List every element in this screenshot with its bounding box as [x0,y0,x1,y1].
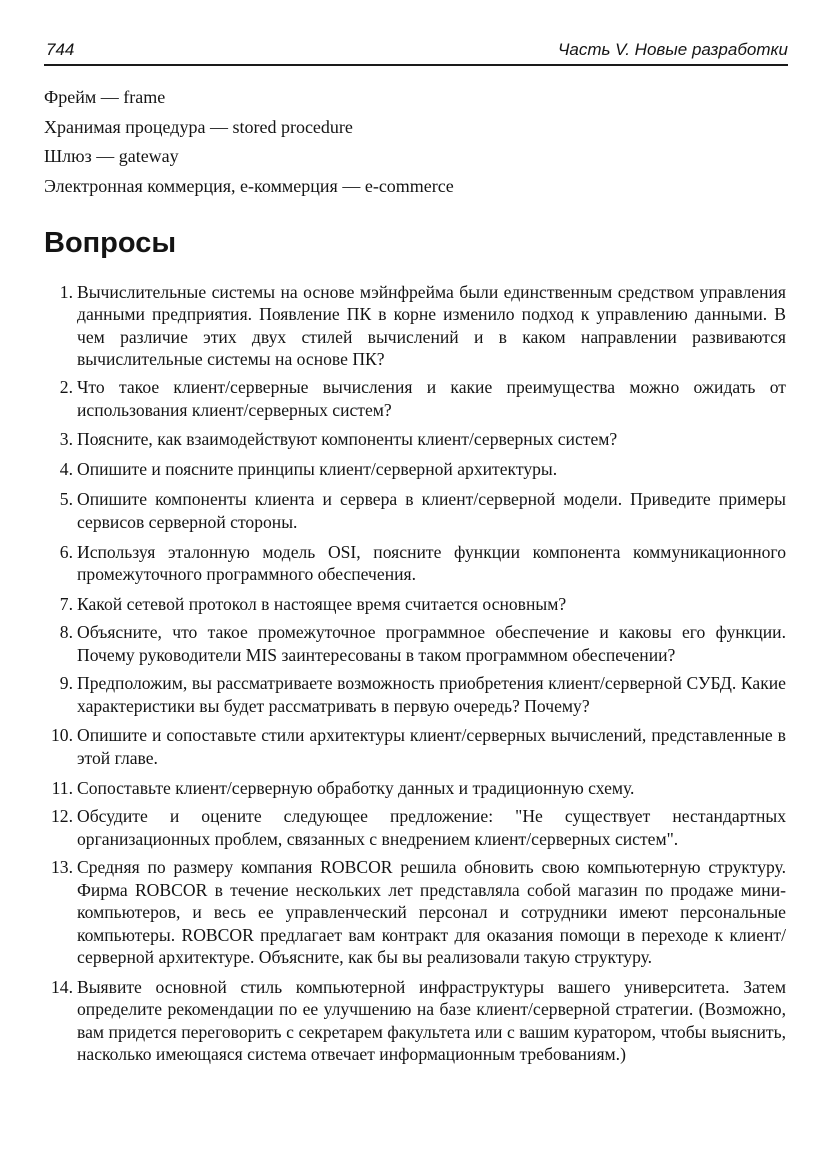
question-number: 7. [59,593,73,614]
glossary-list [44,84,804,202]
glossary-term: Хранимая процедура — stored procedure [44,116,353,137]
question-item [40,593,786,615]
section-title: Вопросы [44,227,177,259]
question-item [40,428,786,450]
question-item [40,777,786,799]
question-text: Обсудите и оцените следующее предложение: "Не существует нестандартных организационных проблем, связанных с внедрением клиент/серверных систем". [77,806,786,849]
page-header [44,38,788,66]
question-number: 1. [59,282,73,302]
question-number: 9. [59,673,73,694]
question-text: Сопоставьте клиент/серверную обработку данных и традиционную схему. [77,777,635,798]
question-item [40,724,786,769]
question-text: Поясните, как взаимодействуют компоненты клиент/серверных систем? [77,429,618,450]
question-item [40,621,786,666]
question-item [40,488,786,533]
question-number: 3. [59,429,73,450]
question-item [40,805,786,850]
question-text: Что такое клиент/серверные вычисления и какие преимущества можно ожидать от использования клиент/серверных систем? [77,377,786,420]
question-text: Опишите и поясните принципы клиент/серверной архитектуры. [77,459,558,480]
question-text: Используя эталонную модель OSI, поясните функции компонента коммуникационного промежуточного программного обеспечения. [77,541,786,584]
question-number: 5. [59,489,73,510]
question-number: 13. [51,857,73,878]
question-text: Опишите и сопоставьте стили архитектуры клиент/серверных вычислений, представленные в этой главе. [77,725,786,768]
question-item [40,856,786,968]
question-number: 8. [59,622,73,643]
question-item [40,976,786,1066]
question-text: Опишите компоненты клиента и сервера в клиент/серверной модели. Приведите примеры сервисов серверной стороны. [77,489,786,532]
question-text: Предположим, вы рассматриваете возможность приобретения клиент/серверной СУБД. Какие характеристики вы будет рассматривать в первую очередь? Почему? [77,673,786,716]
question-text: Вычислительные системы на основе мэйнфрейма были единственным средством управления данными предприятия. Появление ПК в корне изменило подход к управлению данными. В чем различие этих двух стилей вычислений и в каком направлении развиваются вычислительные системы на основе ПК? [77,282,786,370]
question-text: Какой сетевой протокол в настоящее время считается основным? [77,593,567,614]
question-item [40,458,786,480]
question-number: 6. [59,541,73,562]
question-text: Объясните, что такое промежуточное программное обеспечение и каковы его функции. Почему руководители MIS заинтересованы в таком программном обеспечении? [77,622,786,665]
running-title: Часть V. Новые разработки [557,40,788,59]
question-item [40,281,786,371]
question-number: 12. [51,806,73,827]
page-number: 744 [46,40,75,59]
question-number: 10. [51,725,73,746]
question-number: 4. [59,459,73,480]
question-item [40,541,786,586]
question-number: 14. [51,976,73,997]
question-number: 11. [51,777,73,798]
glossary-term: Фрейм — frame [44,87,166,107]
question-number: 2. [59,377,73,398]
questions-list [40,281,786,1066]
question-text: Выявите основной стиль компьютерной инфраструктуры вашего университета. Затем определите рекомендации по ее улучшению на базе клиент/серверной стратегии. (Возможно, вам придется переговорить с секретарем факультета или с вашим куратором, чтобы выяснить, насколько имеющаяся система отвечает информационным требованиям.) [77,976,786,1065]
question-item [40,376,786,421]
question-text: Средняя по размеру компания ROBCOR решила обновить свою компьютерную структуру. Фирма ROBCOR в течение нескольких лет представляла собой магазин по продаже мини-компьютеров, и весь ее управленческий персонал и сотрудники имеют персональные компьютеры. ROBCOR предлагает вам контракт для оказания помощи в переходе к клиент/серверной архитектуре. Объясните, как бы вы реализовали такую структуру. [77,857,786,968]
glossary-term: Шлюз — gateway [44,146,179,166]
glossary-term: Электронная коммерция, е-коммерция — e-commerce [44,175,454,196]
question-item [40,672,786,717]
